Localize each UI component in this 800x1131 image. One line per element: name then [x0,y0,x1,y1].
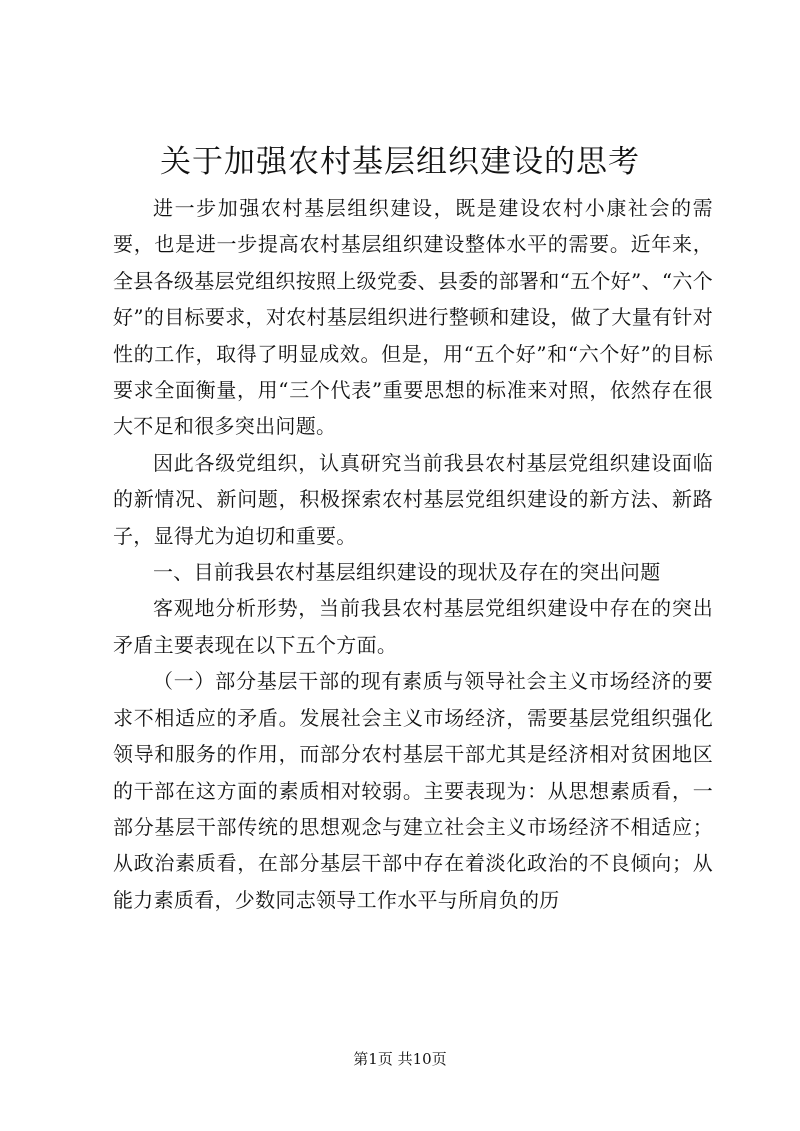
document-body [113,190,713,918]
paragraph-urgency: 因此各级党组织，认真研究当前我县农村基层党组织建设面临的新情况、新问题，积极探索农村基层党组织建设的新方法、新路子，显得尤为迫切和重要。 [113,450,713,548]
paragraph-point-1: （一）部分基层干部的现有素质与领导社会主义市场经济的要求不相适应的矛盾。发展社会主义市场经济，需要基层党组织强化领导和服务的作用，而部分农村基层干部尤其是经济相对贫困地区的干部在这方面的素质相对较弱。主要表现为：从思想素质看，一部分基层干部传统的思想观念与建立社会主义市场经济不相适应；从政治素质看，在部分基层干部中存在着淡化政治的不良倾向；从能力素质看，少数同志领导工作水平与所肩负的历 [113,669,713,912]
section-heading-1: 一、目前我县农村基层组织建设的现状及存在的突出问题 [153,560,661,585]
page-number-footer: 第1页 共10页 [353,1050,447,1068]
paragraph-analysis: 客观地分析形势，当前我县农村基层党组织建设中存在的突出矛盾主要表现在以下五个方面。 [113,596,713,657]
paragraph-intro: 进一步加强农村基层组织建设，既是建设农村小康社会的需要，也是进一步提高农村基层组织建设整体水平的需要。近年来，全县各级基层党组织按照上级党委、县委的部署和“五个好”、“六个好”的目标要求，对农村基层组织进行整顿和建设，做了大量有针对性的工作，取得了明显成效。但是，用“五个好”和“六个好”的目标要求全面衡量，用“三个代表”重要思想的标准来对照，依然存在很大不足和很多突出问题。 [113,196,713,439]
document-title: 关于加强农村基层组织建设的思考 [160,144,640,180]
